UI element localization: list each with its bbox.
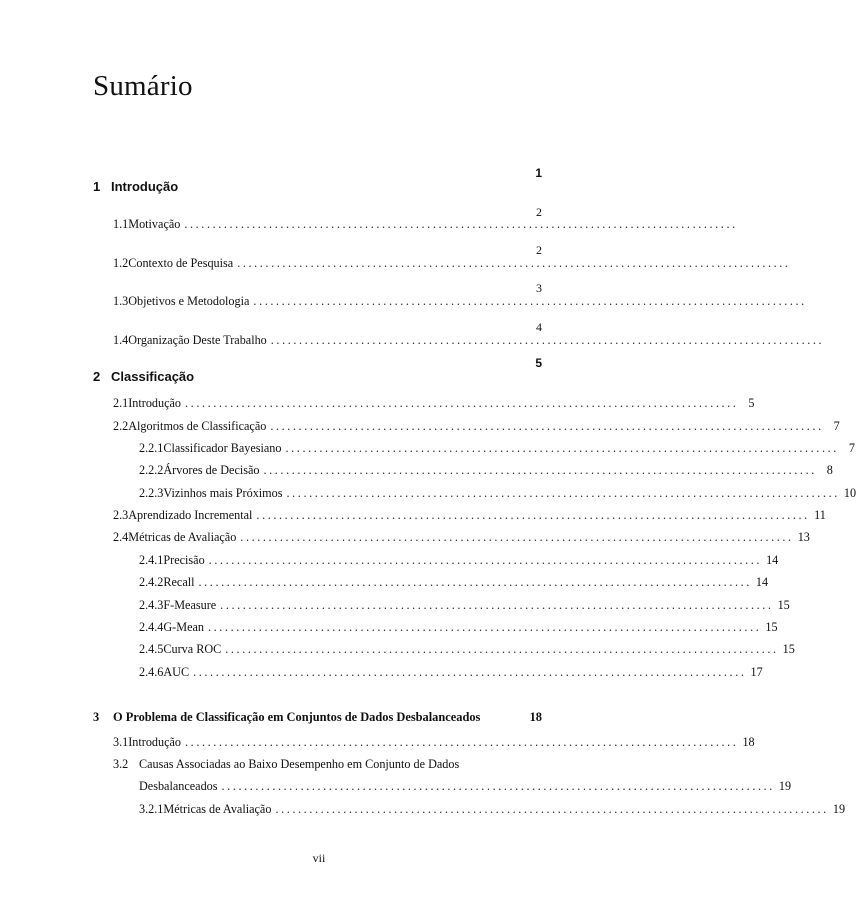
dot-leader: .................................................................................................. bbox=[256, 508, 810, 522]
page-title: Sumário bbox=[93, 70, 193, 102]
toc-entry-2-2-2[interactable] bbox=[139, 463, 833, 478]
toc-entry-label: Organização Deste Trabalho bbox=[128, 333, 267, 347]
chapter-label: Classificação bbox=[111, 369, 195, 384]
toc-entry-label: Recall bbox=[163, 575, 195, 589]
dot-leader: .................................................................................................. bbox=[207, 620, 762, 634]
dot-leader: .................................................................................................. bbox=[286, 486, 840, 500]
toc-entry-label: Vizinhos mais Próximos bbox=[163, 486, 283, 500]
dot-leader: .................................................................................................. bbox=[225, 642, 779, 656]
toc-page-number: 2 bbox=[536, 243, 542, 257]
toc-entry-number: 2.1 bbox=[113, 396, 129, 410]
toc-entry-label: Causas Associadas ao Baixo Desempenho em Conjunto de Dados bbox=[139, 757, 460, 771]
toc-entry-2-4[interactable] bbox=[113, 530, 810, 545]
dot-leader: .................................................................................................. bbox=[185, 735, 739, 749]
dot-leader: .................................................................................................. bbox=[184, 217, 738, 231]
toc-page-number: 15 bbox=[765, 620, 778, 634]
dot-leader: .................................................................................................. bbox=[220, 598, 774, 612]
chapter-3-heading[interactable] bbox=[93, 710, 542, 725]
toc-entry-label: Algoritmos de Classificação bbox=[128, 419, 267, 433]
toc-entry-2-1[interactable] bbox=[113, 396, 755, 411]
dot-leader: .................................................................................................. bbox=[237, 256, 791, 270]
dot-leader: .................................................................................................. bbox=[275, 802, 829, 816]
chapter-2-page: 5 bbox=[535, 356, 542, 370]
toc-page-number: 7 bbox=[848, 441, 855, 455]
toc-entry-number: 1.4 bbox=[113, 333, 129, 347]
toc-entry-number: 2.2 bbox=[113, 419, 129, 433]
toc-entry-number: 3.2.1 bbox=[139, 802, 164, 816]
toc-entry-2-4-1[interactable] bbox=[139, 553, 779, 568]
toc-entry-2-3[interactable] bbox=[113, 508, 826, 523]
chapter-number: 2 bbox=[93, 369, 101, 384]
dot-leader: .................................................................................................. bbox=[285, 441, 839, 455]
toc-entry-number: 2.3 bbox=[113, 508, 129, 522]
dot-leader: .................................................................................................. bbox=[253, 294, 807, 308]
toc-page-number: 19 bbox=[778, 779, 792, 793]
toc-entry-number: 2.4.6 bbox=[139, 665, 164, 679]
toc-entry-label: Contexto de Pesquisa bbox=[128, 256, 234, 270]
dot-leader: .................................................................................................. bbox=[263, 463, 817, 477]
toc-page-number: 7 bbox=[833, 419, 840, 433]
toc-entry-number: 2.2.3 bbox=[139, 486, 164, 500]
toc-entry-number: 2.4 bbox=[113, 530, 129, 544]
toc-entry-number: 1.1 bbox=[113, 217, 129, 231]
toc-page-number: 2 bbox=[536, 205, 542, 219]
toc-entry-2-4-4[interactable] bbox=[139, 620, 778, 635]
toc-entry-number: 3.1 bbox=[113, 735, 129, 749]
dot-leader: .................................................................................................. bbox=[198, 575, 752, 589]
chapter-number: 1 bbox=[93, 179, 101, 194]
dot-leader: .................................................................................................. bbox=[270, 419, 824, 433]
chapter-page-number: 18 bbox=[529, 710, 542, 724]
chapter-2-heading bbox=[93, 369, 194, 384]
toc-entry-3-2-continued[interactable] bbox=[139, 779, 792, 794]
toc-entry-number: 2.2.1 bbox=[139, 441, 164, 455]
dot-leader: .................................................................................................. bbox=[221, 779, 775, 793]
toc-page-number: 15 bbox=[782, 642, 795, 656]
toc-entry-label: Aprendizado Incremental bbox=[128, 508, 253, 522]
toc-entry-3-1[interactable] bbox=[113, 735, 755, 750]
dot-leader: .................................................................................................. bbox=[270, 333, 825, 347]
page-number-footer: vii bbox=[312, 851, 326, 865]
toc-entry-2-2-1[interactable] bbox=[139, 441, 855, 456]
toc-entry-label: Precisão bbox=[163, 553, 205, 567]
toc-page-number: 4 bbox=[536, 320, 542, 334]
chapter-label: O Problema de Classificação em Conjuntos de Dados Desbalanceados bbox=[113, 710, 481, 724]
toc-entry-label: Curva ROC bbox=[163, 642, 222, 656]
toc-page-number: 3 bbox=[536, 281, 542, 295]
toc-entry-label: Métricas de Avaliação bbox=[128, 530, 237, 544]
toc-entry-number: 1.3 bbox=[113, 294, 129, 308]
toc-entry-1-1[interactable] bbox=[113, 217, 738, 232]
toc-page-number: 15 bbox=[777, 598, 790, 612]
chapter-1-page: 1 bbox=[535, 166, 542, 180]
toc-entry-number: 2.2.2 bbox=[139, 463, 164, 477]
toc-entry-label: Introdução bbox=[128, 396, 182, 410]
toc-entry-3-2-1[interactable] bbox=[139, 802, 846, 817]
toc-page-number: 17 bbox=[750, 665, 763, 679]
toc-entry-3-2[interactable] bbox=[113, 757, 542, 772]
dot-leader: .................................................................................................. bbox=[193, 665, 747, 679]
toc-entry-label: Métricas de Avaliação bbox=[163, 802, 272, 816]
chapter-1-heading bbox=[93, 179, 178, 194]
toc-page-number: 8 bbox=[826, 463, 833, 477]
toc-entry-label: Introdução bbox=[128, 735, 182, 749]
dot-leader: .................................................................................................. bbox=[185, 396, 739, 410]
toc-page-number: 5 bbox=[748, 396, 755, 410]
toc-entry-2-4-2[interactable] bbox=[139, 575, 769, 590]
toc-entry-number: 2.4.1 bbox=[139, 553, 164, 567]
toc-entry-number: 1.2 bbox=[113, 256, 129, 270]
toc-entry-number: 3.2 bbox=[113, 757, 129, 771]
toc-entry-number: 2.4.4 bbox=[139, 620, 164, 634]
toc-page-number: 14 bbox=[755, 575, 769, 589]
toc-entry-label: Árvores de Decisão bbox=[163, 463, 260, 477]
toc-page-number: 10 bbox=[843, 486, 856, 500]
toc-page-number: 13 bbox=[797, 530, 810, 544]
toc-entry-label: Classificador Bayesiano bbox=[163, 441, 282, 455]
dot-leader: .................................................................................................. bbox=[208, 553, 763, 567]
toc-entry-label: G-Mean bbox=[163, 620, 204, 634]
dot-leader: .................................................................................................. bbox=[240, 530, 794, 544]
toc-entry-number: 2.4.2 bbox=[139, 575, 164, 589]
toc-entry-number: 2.4.3 bbox=[139, 598, 164, 612]
toc-page-number: 11 bbox=[814, 508, 826, 522]
toc-entry-2-4-5[interactable] bbox=[139, 642, 795, 657]
toc-entry-label: Motivação bbox=[128, 217, 181, 231]
toc-entry-label: F-Measure bbox=[163, 598, 217, 612]
chapter-label: Introdução bbox=[111, 179, 179, 194]
toc-entry-2-4-3[interactable] bbox=[139, 598, 790, 613]
toc-entry-2-2-3[interactable] bbox=[139, 486, 856, 501]
toc-page-number: 19 bbox=[832, 802, 846, 816]
toc-entry-number: 2.4.5 bbox=[139, 642, 164, 656]
toc-entry-1-4[interactable] bbox=[113, 333, 825, 348]
toc-entry-label: AUC bbox=[163, 665, 190, 679]
toc-entry-2-4-6[interactable] bbox=[139, 665, 763, 680]
chapter-number: 3 bbox=[93, 710, 100, 724]
toc-page-number: 14 bbox=[766, 553, 779, 567]
toc-entry-2-2[interactable] bbox=[113, 419, 840, 434]
toc-entry-label-continued: Desbalanceados bbox=[139, 779, 218, 793]
toc-entry-label: Objetivos e Metodologia bbox=[128, 294, 250, 308]
toc-entry-1-3[interactable] bbox=[113, 294, 807, 309]
toc-page-number: 18 bbox=[742, 735, 755, 749]
toc-entry-1-2[interactable] bbox=[113, 256, 791, 271]
